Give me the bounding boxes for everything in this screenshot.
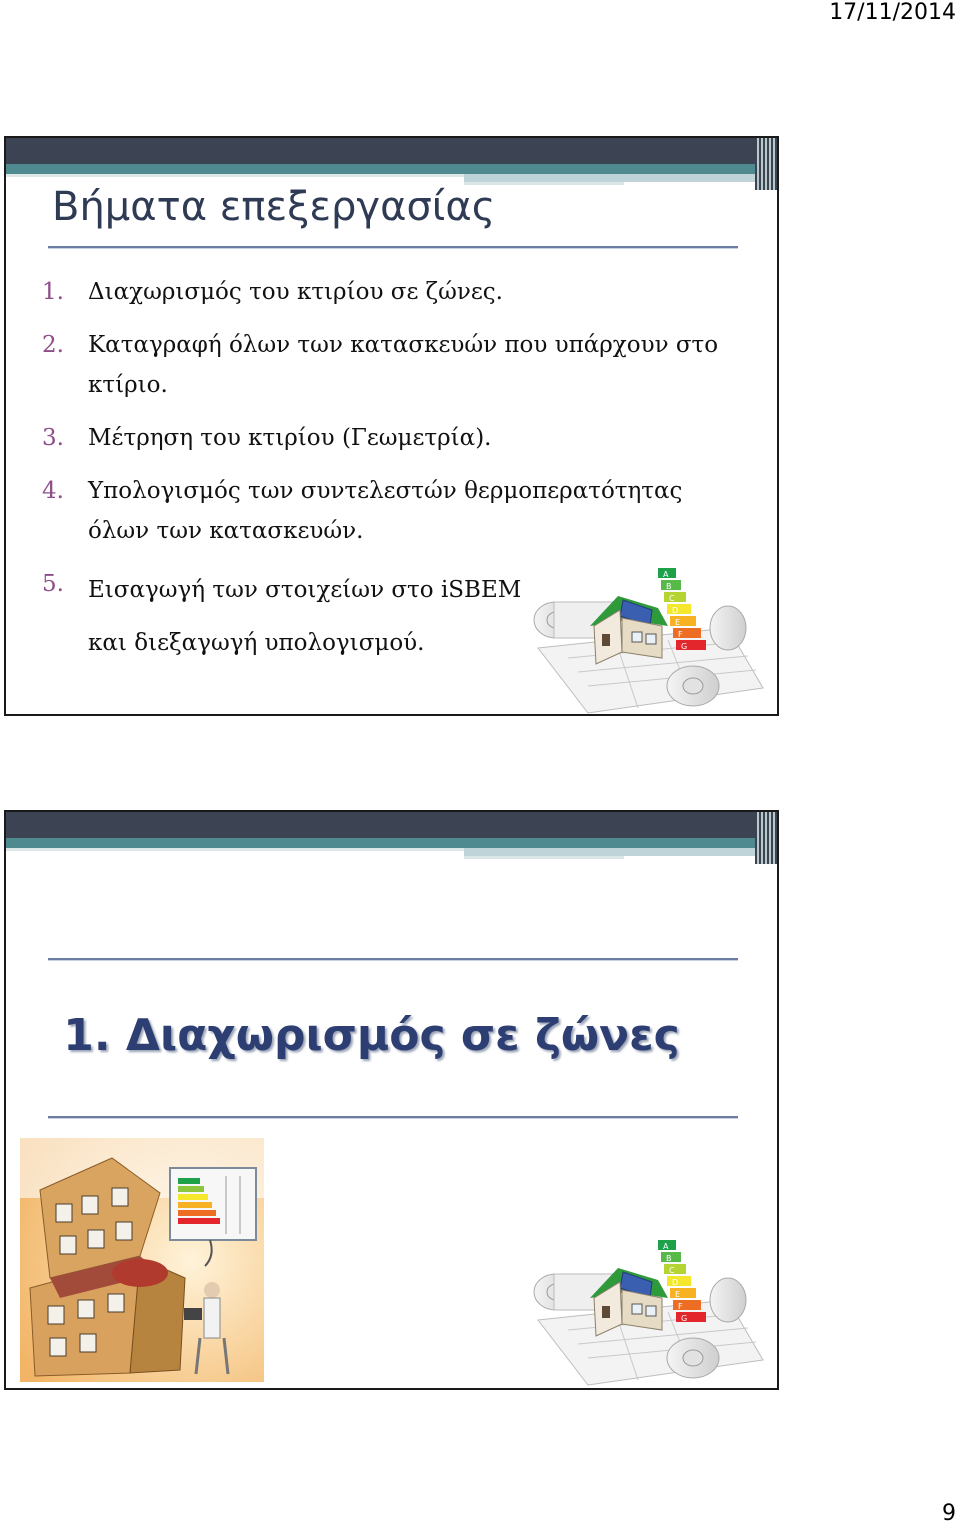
- list-item: 2. Καταγραφή όλων των κατασκευών που υπάρχουν στο κτίριο.: [42, 332, 719, 398]
- building-energy-audit-icon: [20, 1138, 264, 1382]
- section-title: 1. Διαχωρισμός σε ζώνες: [63, 1010, 680, 1061]
- svg-text:D: D: [672, 1278, 679, 1287]
- header-date: 17/11/2014: [829, 0, 956, 25]
- page-number: 9: [942, 1501, 956, 1526]
- list-item: 4. Υπολογισμός των συντελεστών θερμοπερατότητας όλων των κατασκευών.: [42, 478, 683, 544]
- energy-rating-house-icon: [528, 568, 768, 716]
- svg-text:G: G: [681, 642, 688, 651]
- energy-rating-house-icon: [528, 1240, 768, 1390]
- list-item: 5. Εισαγωγή των στοιχείων στο iSBEM και διεξαγωγή υπολογισμού.: [42, 571, 522, 656]
- slide-header-bar: [6, 812, 777, 864]
- svg-text:G: G: [681, 1314, 688, 1323]
- slide-title: Βήματα επεξεργασίας: [52, 184, 496, 230]
- svg-text:C: C: [669, 1266, 675, 1275]
- list-item: 1. Διαχωρισμός του κτιρίου σε ζώνες.: [42, 279, 503, 305]
- svg-text:A: A: [663, 570, 669, 579]
- slide-2: [4, 810, 779, 1390]
- svg-text:F: F: [678, 630, 683, 639]
- svg-text:E: E: [675, 618, 681, 627]
- list-item: 3. Μέτρηση του κτιρίου (Γεωμετρία).: [42, 425, 492, 451]
- svg-text:A: A: [663, 1242, 669, 1251]
- svg-text:C: C: [669, 594, 675, 603]
- svg-text:B: B: [666, 1254, 672, 1263]
- svg-text:E: E: [675, 1290, 681, 1299]
- svg-text:D: D: [672, 606, 679, 615]
- svg-text:F: F: [678, 1302, 683, 1311]
- slide-header-bar: [6, 138, 777, 190]
- slide-1: [4, 136, 779, 716]
- svg-text:B: B: [666, 582, 672, 591]
